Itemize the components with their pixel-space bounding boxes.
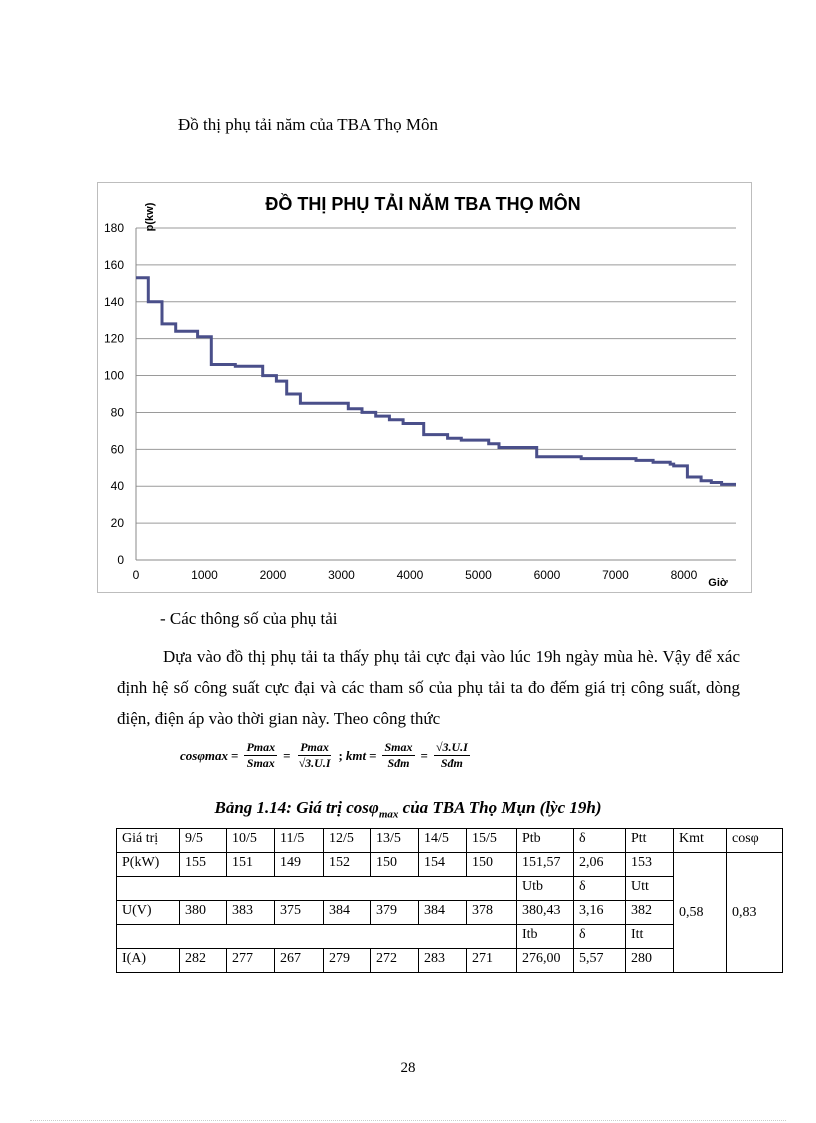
x-tick-label: 8000 (670, 568, 698, 582)
x-tick-label: 4000 (396, 568, 424, 582)
table-title: Bảng 1.14: Giá trị cosφ$_{max}$ của TBA Thọ Mụn (lỳc 19h) (214, 798, 602, 821)
x-tick-label: 3000 (328, 568, 355, 582)
table-cell: 277 (227, 949, 275, 973)
header-cell: 13/5 (371, 829, 419, 853)
table-cell: 151,57 (517, 853, 574, 877)
x-tick-label: 1000 (191, 568, 218, 582)
table-cell: 153 (626, 853, 674, 877)
table-cell: 3,16 (574, 901, 626, 925)
section-heading: - Các thông số của phụ tải (160, 609, 338, 628)
table-cell: I(A) (117, 949, 180, 973)
header-cell: 11/5 (275, 829, 324, 853)
table-cell: Itb (517, 925, 574, 949)
header-cell: δ (574, 829, 626, 853)
chart-series-line (136, 278, 736, 485)
y-tick-label: 40 (110, 479, 124, 494)
table-cell: 282 (180, 949, 227, 973)
table-cell: 280 (626, 949, 674, 973)
table-cell: 149 (275, 853, 324, 877)
header-cell: 12/5 (324, 829, 371, 853)
table-cell: 383 (227, 901, 275, 925)
y-tick-label: 140 (103, 294, 124, 309)
table-cell: 2,06 (574, 853, 626, 877)
table-cell: 380 (180, 901, 227, 925)
page-number: 28 (400, 1060, 416, 1076)
table-cell: 155 (180, 853, 227, 877)
y-tick-label: 120 (103, 331, 124, 346)
table-cell: 379 (371, 901, 419, 925)
table-cell: U(V) (117, 901, 180, 925)
table-cell: 151 (227, 853, 275, 877)
table-cell: Utb (517, 877, 574, 901)
table-cell: 150 (467, 853, 517, 877)
table-cell: 279 (324, 949, 371, 973)
table-cell: 150 (371, 853, 419, 877)
table-cell: 271 (467, 949, 517, 973)
body-paragraph (117, 641, 740, 734)
table-cell: Utt (626, 877, 674, 901)
x-tick-label: 6000 (533, 568, 561, 582)
formula-kmt: kmt (345, 747, 367, 763)
table-cell: 272 (371, 949, 419, 973)
table-cell: 276,00 (517, 949, 574, 973)
header-cell: 9/5 (180, 829, 227, 853)
y-tick-label: 80 (110, 405, 124, 420)
x-tick-label: 5000 (465, 568, 492, 582)
table-cell: Itt (626, 925, 674, 949)
page-bottom-divider (30, 1120, 786, 1121)
table-cell: P(kW) (117, 853, 180, 877)
chart-caption: Đồ thị phụ tải năm của TBA Thọ Môn (178, 115, 439, 134)
header-cell: 15/5 (467, 829, 517, 853)
table-cell: 378 (467, 901, 517, 925)
y-tick-label: 100 (103, 368, 124, 383)
table-header-row (117, 829, 783, 853)
table-cell: 375 (275, 901, 324, 925)
table-row-power (117, 853, 783, 877)
chart-svg (98, 183, 753, 594)
table-cell: δ (574, 877, 626, 901)
header-cell: 14/5 (419, 829, 467, 853)
header-cell: 10/5 (227, 829, 275, 853)
table-cell: 154 (419, 853, 467, 877)
table-cell: 382 (626, 901, 674, 925)
formula-fraction-4: $\frac{√3.U.I}{\text{Sđm}}$ (435, 740, 468, 770)
x-tick-label: 7000 (602, 568, 629, 582)
header-cell: Giá trị (117, 829, 180, 853)
table-cell: 267 (275, 949, 324, 973)
y-tick-label: 20 (110, 516, 124, 531)
header-cell: Kmt (674, 829, 727, 853)
header-cell: Ptb (517, 829, 574, 853)
chart-y-axis-label: p(kw) (144, 202, 156, 232)
y-tick-label: 160 (103, 257, 124, 272)
formula-lhs: cosφmax (180, 747, 229, 763)
chart-title: ĐỒ THỊ PHỤ TẢI NĂM TBA THỌ MÔN (265, 194, 581, 214)
table-cell-empty (117, 925, 517, 949)
kmt-value-cell: 0,58 (674, 853, 727, 973)
formula-fraction-1: $\frac{Pmax}{Smax}$ (246, 740, 276, 770)
paragraph-text: Dựa vào đồ thị phụ tải ta thấy phụ tải cực đại vào lúc 19h ngày mùa hè. Vậy để xác định hệ số công suất cực đại và các tham số của phụ tải ta đo đếm giá trị công suất, dòng điện, điện áp vào thời gian này. Theo công thức (117, 647, 740, 728)
table-cell: 380,43 (517, 901, 574, 925)
table-cell: 5,57 (574, 949, 626, 973)
header-cell: Ptt (626, 829, 674, 853)
measurement-table (116, 828, 783, 973)
formula-fraction-3: $\frac{Smax}{\text{Sđm}}$ (384, 740, 413, 770)
table-cell: 384 (324, 901, 371, 925)
load-chart (97, 182, 752, 593)
formula-fraction-2: $\frac{Pmax}{√3.U.I}$ (298, 740, 331, 770)
chart-x-axis-label: Giờ (708, 577, 728, 589)
formula: cosφmax = $\frac{Pmax}{Smax}$ = $\frac{Pmax}{√3.U.I}$ ; kmt = $\frac{Smax}{\text{Sđm}}$ = $\frac{√3.U.I}{\text{Sđm}}$ (180, 740, 468, 770)
table-cell: δ (574, 925, 626, 949)
header-cell: cosφ (727, 829, 783, 853)
cos-value-cell: 0,83 (727, 853, 783, 973)
table-cell-empty (117, 877, 517, 901)
x-tick-label: 2000 (259, 568, 287, 582)
y-tick-label: 0 (117, 553, 124, 567)
x-tick-label: 0 (132, 568, 140, 582)
table-cell: 152 (324, 853, 371, 877)
table-cell: 384 (419, 901, 467, 925)
table-cell: 283 (419, 949, 467, 973)
y-tick-label: 60 (110, 442, 124, 457)
y-tick-label: 180 (103, 221, 124, 235)
